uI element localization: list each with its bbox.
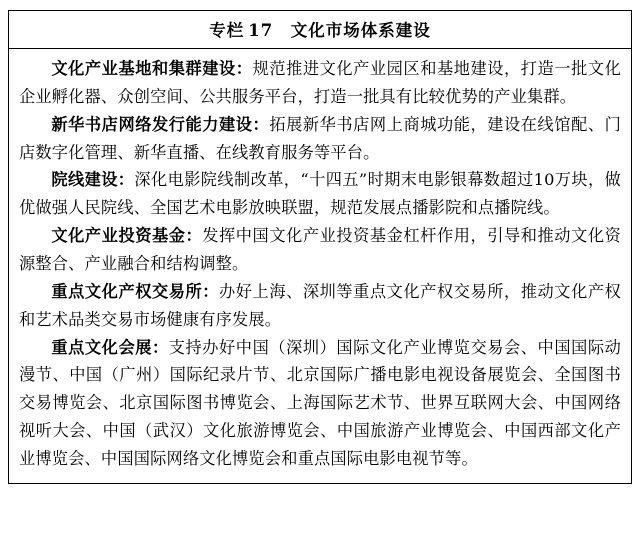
- paragraph-text: 办好上海、深圳等重点文化产权交易所，推动文化产权和艺术品类交易市场健康有序发展。: [19, 281, 621, 329]
- paragraph: [19, 334, 621, 473]
- paragraph-text: 支持办好中国（深圳）国际文化产业博览交易会、中国国际动漫节、中国（广州）国际纪录片节、北京国际广播电影电视设备展览会、全国图书交易博览会、北京国际图书博览会、上海国际艺术节、世界互联网大会、中国网络视听大会、中国（武汉）文化旅游博览会、中国旅游产业博览会、中国西部文化产业博览会、中国国际网络文化博览会和重点国际电影电视节等。: [19, 337, 621, 469]
- paragraph-text: 规范推进文化产业园区和基地建设，打造一批文化企业孵化器、众创空间、公共服务平台，打造一批具有比较优势的产业集群。: [19, 59, 621, 106]
- paragraph: [19, 278, 621, 334]
- paragraph-text: 拓展新华书店网上商城功能，建设在线馆配、门店数字化管理、新华直播、在线教育服务等平台。: [19, 114, 621, 162]
- paragraph-lead: 重点文化产权交易所：: [51, 281, 220, 301]
- box-title-number: 17: [248, 21, 274, 40]
- box-title: [9, 11, 631, 49]
- paragraph-text: 发挥中国文化产业投资基金杠杆作用，引导和推动文化资源整合、产业融合和结构调整。: [19, 226, 621, 274]
- paragraph: [19, 222, 621, 278]
- box-title-prefix: 专栏: [209, 21, 245, 40]
- paragraph: [19, 166, 621, 222]
- paragraph: [19, 55, 621, 111]
- paragraph-lead: 文化产业基地和集群建设：: [51, 59, 253, 78]
- feature-box: [8, 10, 632, 484]
- paragraph-lead: 新华书店网络发行能力建设：: [51, 114, 270, 134]
- paragraph-text: 深化电影院线制改革，“十四五”时期末电影银幕数超过10万块，做优做强人民院线、全国艺术电影放映联盟，规范发展点播影院和点播院线。: [19, 170, 621, 218]
- box-title-text: 文化市场体系建设: [290, 21, 431, 40]
- paragraph-lead: 文化产业投资基金：: [51, 226, 203, 246]
- paragraph-lead: 重点文化会展：: [51, 337, 169, 357]
- paragraph: [19, 111, 621, 167]
- box-body: [9, 49, 631, 483]
- paragraph-lead: 院线建设：: [51, 170, 135, 190]
